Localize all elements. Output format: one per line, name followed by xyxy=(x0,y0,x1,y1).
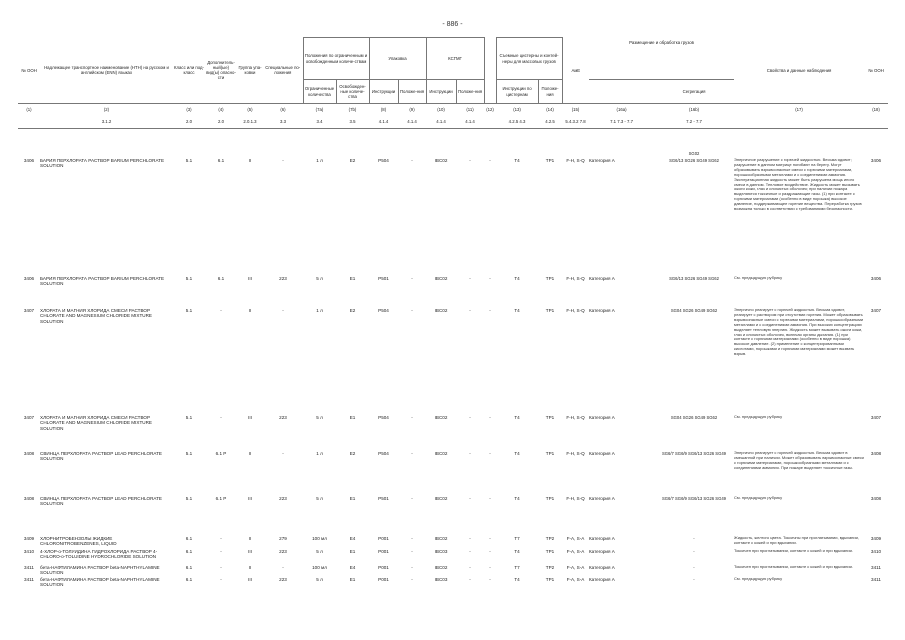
section-reference xyxy=(18,116,40,129)
section-reference: 2.0 xyxy=(205,116,237,129)
un-right-cell: 3408 xyxy=(870,496,882,501)
packing-group-cell: III xyxy=(248,415,252,420)
header-un: № ООН xyxy=(18,38,40,104)
packing-provision-cell: - xyxy=(411,308,413,313)
ibc-provision-cell: - xyxy=(469,451,471,456)
column-number: (3) xyxy=(186,107,192,113)
un-right-cell: 3408 xyxy=(870,451,882,456)
col12-cell: - xyxy=(489,415,491,420)
special-provision-cell: - xyxy=(282,308,284,313)
excepted-quantity-cell: E1 xyxy=(349,496,356,501)
segregation-cell: SG6/13 SG26 SG49 SG62 xyxy=(669,276,719,281)
packing-provision-cell: - xyxy=(411,415,413,420)
packing-group-cell: III xyxy=(248,549,252,554)
section-reference: 4.1.4 xyxy=(369,116,398,129)
tank-instruction-cell: T7 xyxy=(514,536,520,541)
un-cell: 3408 xyxy=(23,496,35,501)
tank-provision-cell: TP2 xyxy=(545,565,555,570)
packing-provision-cell: - xyxy=(411,158,413,163)
stowage-cell: Категория A xyxy=(589,565,615,570)
excepted-quantity-cell: E2 xyxy=(349,308,356,313)
stowage-cell: Категория A xyxy=(589,451,615,456)
un-right-cell: 3406 xyxy=(870,158,882,163)
ibc-provision-cell: - xyxy=(469,536,471,541)
header-stowage: Размещение и обработка грузов xyxy=(589,38,734,80)
packing-provision-cell: - xyxy=(411,451,413,456)
col12-cell: - xyxy=(489,308,491,313)
ems-cell: F-A, S-A xyxy=(566,549,585,554)
tank-provision-cell: TP1 xyxy=(545,549,555,554)
ibc-instruction-cell: IBC02 xyxy=(434,415,448,420)
tank-instruction-cell: T7 xyxy=(514,565,520,570)
ems-cell: F-A, S-A xyxy=(566,536,585,541)
ems-cell: F-H, S-Q xyxy=(566,496,585,501)
tank-provision-cell: TP1 xyxy=(545,451,555,456)
un-cell: 3407 xyxy=(23,415,35,420)
section-reference: 3.3 xyxy=(263,116,303,129)
column-number: (6) xyxy=(280,107,286,113)
stowage-cell: Категория A xyxy=(589,496,615,501)
packing-group-cell: II xyxy=(248,308,252,313)
special-provision-cell: 223 xyxy=(279,276,287,281)
ibc-instruction-cell: IBC02 xyxy=(434,451,448,456)
class-cell: 5.1 xyxy=(185,451,193,456)
header-segregation: Сегрегация xyxy=(654,80,734,104)
limited-quantity-cell: 5 л xyxy=(316,549,323,554)
header-tank-sp: Положе-ния xyxy=(538,80,562,104)
class-cell: 6.1 xyxy=(185,549,193,554)
header-tanks: Съемные цистерны и контей-неры для массовых грузов xyxy=(496,38,562,80)
packing-provision-cell: - xyxy=(411,549,413,554)
section-reference: 5.4.3.2 7.8 xyxy=(562,116,589,129)
packing-instruction-cell: P001 xyxy=(378,565,389,570)
name-cell: БАРИЯ ПЕРХЛОРАТА РАСТВОР BARIUM PERCHLORATE SOLUTION xyxy=(40,276,165,287)
section-reference xyxy=(484,116,496,129)
properties-cell: Энергично реагирует с горючей жидкостью. Весьма ядовит в смешанной при наличии. Может образовывать взрывоопасные смеси с горючими материалами, порошкообразными металлами и с соединениями аммония. При пожаре выделяет токсичные газы. xyxy=(734,450,864,470)
ibc-provision-cell: - xyxy=(469,577,471,582)
section-reference: 3.1.2 xyxy=(40,116,173,129)
subrisk-cell: - xyxy=(220,577,222,582)
packing-instruction-cell: P504 xyxy=(378,451,389,456)
un-cell: 3407 xyxy=(23,308,35,313)
properties-cell: См. предыдущую рубрику xyxy=(734,576,783,581)
limited-quantity-cell: 5 л xyxy=(316,496,323,501)
col12-cell: - xyxy=(489,451,491,456)
header-packing-group: Группа упа-ковки xyxy=(237,38,263,104)
subrisk-cell: 6.1 xyxy=(217,158,225,163)
un-cell: 3411 xyxy=(24,565,34,570)
special-provision-cell: 223 xyxy=(279,415,287,420)
ems-cell: F-A, S-A xyxy=(566,577,585,582)
un-cell: 3410 xyxy=(23,549,35,554)
ibc-instruction-cell: IBC02 xyxy=(434,158,448,163)
properties-cell: Энергичное разрушение с горючей жидкостью. Весьма ядовит; разрушение в данном матрице погибают на берегу. Могут образовывать взрывоопасные смеси с горючими материалами, порошкообразными металлами и с соединениями аммония. Эксплуатационная жидкость может быть разрушена мощь иного смеси в данном. Тепловое воздействие. Жидкость может вызывать ожоги кожи, глаз и слизистых оболочек; при наличии пожара выделяются токсичные и раздражающие газы. (1) при контакте с горючими материалами (особенно в виде порошка) высокое давление, поддерживающее горение вещества. Переработка грузов возможна только в соответствии с требованиями безопасности. xyxy=(734,157,862,212)
ems-cell: F-H, S-Q xyxy=(566,158,585,163)
header-ems: АмЕ xyxy=(562,38,589,104)
segregation-cell: SG6/13 SG26 SG49 SG62 xyxy=(669,158,719,163)
tank-provision-cell: TP1 xyxy=(545,276,555,281)
segregation-cell: - xyxy=(693,577,695,582)
class-cell: 6.1 xyxy=(185,577,193,582)
tank-instruction-cell: T4 xyxy=(514,276,520,281)
class-cell: 6.1 xyxy=(185,536,193,541)
packing-provision-cell: - xyxy=(411,577,413,582)
ibc-instruction-cell: IBC02 xyxy=(434,565,448,570)
stowage-cell: Категория A xyxy=(589,577,615,582)
packing-instruction-cell: P501 xyxy=(378,276,389,281)
col12-cell: - xyxy=(489,565,491,570)
properties-cell: См. предыдущую рубрику xyxy=(734,414,783,419)
section-reference xyxy=(864,116,888,129)
excepted-quantity-cell: E4 xyxy=(349,536,356,541)
tank-provision-cell: TP1 xyxy=(545,496,555,501)
tank-instruction-cell: T4 xyxy=(514,451,520,456)
header-name: Надлежащее транспортное наименование (НТН) на русском и английском (ENN) языках xyxy=(40,38,173,104)
column-number: (2) xyxy=(103,107,110,113)
ems-cell: F-A, S-A xyxy=(566,565,585,570)
un-cell: 3406 xyxy=(23,276,35,281)
properties-cell: Жидкость, желтого цвета. Токсичны при проглатывании, вдыхании, контакте с кожей и при вдыхании. xyxy=(734,535,859,545)
properties-cell: См. предыдущую рубрику xyxy=(734,275,783,280)
header-special-provisions: Специальные по-ложения xyxy=(263,38,303,104)
page-number: - 886 - xyxy=(442,21,463,28)
packing-group-cell: II xyxy=(248,536,252,541)
subrisk-cell: 6.1 xyxy=(217,276,225,281)
segregation-cell: SG6/7 SG6/9 SG6/13 SG26 SG49 xyxy=(661,496,726,501)
class-cell: 5.1 xyxy=(185,496,193,501)
ibc-provision-cell: - xyxy=(469,496,471,501)
segregation-cell: SG04 SG26 SG49 SG62 xyxy=(670,308,718,313)
packing-group-cell: III xyxy=(248,577,252,582)
un-cell: 3408 xyxy=(23,451,35,456)
packing-instruction-cell: P504 xyxy=(378,308,389,313)
column-number: (18) xyxy=(872,107,880,113)
packing-group-cell: II xyxy=(248,158,252,163)
header-limited-group: Положения по ограниченным и освобожденным количе-ствам xyxy=(303,38,369,80)
section-reference: 4.1.4 xyxy=(456,116,484,129)
packing-group-cell: II xyxy=(248,565,252,570)
column-number: (14) xyxy=(546,107,554,113)
packing-instruction-cell: P504 xyxy=(378,415,389,420)
header-packing-instr: Инструкции xyxy=(369,80,398,104)
properties-cell: Энергично реагирует с горючей жидкостью. Весьма ядовит, реагирует с раствором при отсутствии горения. Может образовывать взрывоопасные смеси с горючими материалами, порошкообразными металлами и с соединениями аммония. При высоких концентрациях выделяет тепловую энергию. Жидкость может вызывать ожоги кожи, глаз и слизистых оболочек, включая органы дыхания. (1) при контакте с горючими материалами (особенно в виде порошка) высокое давление. (2) применение с концентрированными кислотами, порошками и горючими материалами может вызвать взрыв. xyxy=(734,307,864,357)
tank-provision-cell: TP1 xyxy=(545,415,555,420)
stowage-cell: Категория A xyxy=(589,536,615,541)
subrisk-cell: 6.1 P xyxy=(215,451,227,456)
special-provision-cell: - xyxy=(282,565,284,570)
stowage-cell: Категория A xyxy=(589,308,615,313)
header-excepted: Освобожден-ные количе-ства xyxy=(336,80,369,104)
column-number-row xyxy=(18,104,888,117)
section-reference: 4.1.4 xyxy=(398,116,426,129)
column-number: (12) xyxy=(486,107,494,113)
class-cell: 5.1 xyxy=(185,158,193,163)
un-right-cell: 3409 xyxy=(870,536,882,541)
ibc-instruction-cell: IBC02 xyxy=(434,276,448,281)
un-right-cell: 3406 xyxy=(870,276,882,281)
special-provision-cell: - xyxy=(282,158,284,163)
section-reference xyxy=(734,116,864,129)
packing-instruction-cell: P501 xyxy=(378,496,389,501)
excepted-quantity-cell: E1 xyxy=(349,415,356,420)
packing-provision-cell: - xyxy=(411,536,413,541)
ibc-provision-cell: - xyxy=(469,276,471,281)
segregation-cell: - xyxy=(693,549,695,554)
tank-provision-cell: TP1 xyxy=(545,158,555,163)
subrisk-cell: - xyxy=(220,565,222,570)
packing-instruction-cell: P001 xyxy=(378,536,389,541)
ems-cell: F-H, S-Q xyxy=(566,415,585,420)
excepted-quantity-cell: E1 xyxy=(349,549,356,554)
special-provision-cell: 223 xyxy=(279,577,287,582)
section-reference: 2.0 xyxy=(173,116,205,129)
packing-provision-cell: - xyxy=(411,565,413,570)
un-right-cell: 3411 xyxy=(871,565,881,570)
column-number: (5) xyxy=(247,107,253,113)
name-cell: ХЛОРНИТРОБЕНЗОЛЫ ЖИДКИЕ CHLORONITROBENZENES, LIQUID xyxy=(40,536,117,547)
section-reference: 7.2 - 7.7 xyxy=(654,116,734,129)
column-number: (9) xyxy=(409,107,415,113)
un-cell: 3406 xyxy=(23,158,35,163)
header-packing-sp: Положе-ния xyxy=(398,80,426,104)
section-reference: 4.2.5 4.3 xyxy=(496,116,538,129)
ibc-provision-cell: - xyxy=(469,565,471,570)
header-class: Класс или под-класс xyxy=(173,38,205,104)
packing-provision-cell: - xyxy=(411,496,413,501)
tank-instruction-cell: T4 xyxy=(514,549,520,554)
name-cell: 4-ХЛОР-о-ТОЛУИДИНА ГИДРОХЛОРИДА РАСТВОР 4-CHLORO-o-TOLUIDINE HYDROCHLORIDE SOLUTION xyxy=(40,549,158,560)
packing-provision-cell: - xyxy=(411,276,413,281)
ibc-instruction-cell: IBC03 xyxy=(434,549,448,554)
col12-cell: - xyxy=(489,577,491,582)
header-subrisk: Дополнитель-ный(ые) вид(ы) опасно-сти xyxy=(205,38,237,104)
column-header-table xyxy=(18,37,888,129)
limited-quantity-cell: 1 л xyxy=(316,158,323,163)
stowage-cell: Категория A xyxy=(589,549,615,554)
column-number: (7a) xyxy=(315,107,324,113)
stowage-cell: Категория A xyxy=(589,158,615,163)
tank-provision-cell: TP1 xyxy=(545,577,555,582)
name-cell: БАРИЯ ПЕРХЛОРАТА РАСТВОР BARIUM PERCHLORATE SOLUTION xyxy=(40,158,165,169)
ibc-provision-cell: - xyxy=(469,308,471,313)
ibc-instruction-cell: IBC02 xyxy=(434,536,448,541)
column-number: (10) xyxy=(437,107,445,113)
name-cell: ХЛОРАТА И МАГНИЯ ХЛОРИДА СМЕСИ РАСТВОР CHLORATE AND MAGNESIUM CHLORIDE MIXTURE SOLUTION xyxy=(40,415,152,431)
col12-cell: - xyxy=(489,158,491,163)
properties-cell: См. предыдущую рубрику xyxy=(734,495,783,500)
header-packing: Упаковка xyxy=(369,38,426,80)
name-cell: ХЛОРАТА И МАГНИЯ ХЛОРИДА СМЕСИ РАСТВОР CHLORATE AND MAGNESIUM CHLORIDE MIXTURE SOLUTION xyxy=(40,308,152,324)
limited-quantity-cell: 100 мл xyxy=(312,536,327,541)
tank-provision-cell: TP2 xyxy=(545,536,555,541)
header-un-right: № ООН xyxy=(864,38,888,104)
excepted-quantity-cell: E2 xyxy=(349,158,356,163)
special-provision-cell: 223 xyxy=(279,549,287,554)
tank-instruction-cell: T4 xyxy=(514,158,520,163)
properties-cell: Токсичен при проглатывании, контакте с кожей и при вдыхании. xyxy=(734,564,853,569)
ibc-provision-cell: - xyxy=(469,415,471,420)
subrisk-cell: - xyxy=(220,415,222,420)
packing-instruction-cell: P001 xyxy=(378,549,389,554)
tank-instruction-cell: T4 xyxy=(514,415,520,420)
column-number: (1) xyxy=(26,107,32,113)
un-right-cell: 3407 xyxy=(870,415,882,420)
segregation-cell: SG6/7 SG6/9 SG6/13 SG26 SG49 xyxy=(661,451,726,456)
header-properties: Свойства и данные наблюдения xyxy=(734,38,864,104)
section-reference: 3.4 xyxy=(303,116,336,129)
section-reference: 7.1 7.3 - 7.7 xyxy=(589,116,654,129)
special-provision-cell: 279 xyxy=(279,536,287,541)
limited-quantity-cell: 100 мл xyxy=(312,565,327,570)
column-number: (16a) xyxy=(616,107,627,113)
column-number: (16b) xyxy=(689,107,700,113)
segregation-cell: SG02 xyxy=(688,151,700,156)
tank-instruction-cell: T4 xyxy=(514,496,520,501)
column-number: (7b) xyxy=(348,107,357,113)
header-ibc-sp: Положе-ния xyxy=(456,80,484,104)
un-right-cell: 3407 xyxy=(870,308,882,313)
name-cell: СВИНЦА ПЕРХЛОРАТА РАСТВОР LEAD PERCHLORATE SOLUTION xyxy=(40,496,162,507)
name-cell: СВИНЦА ПЕРХЛОРАТА РАСТВОР LEAD PERCHLORATE SOLUTION xyxy=(40,451,162,462)
packing-group-cell: II xyxy=(248,451,252,456)
subrisk-cell: 6.1 P xyxy=(215,496,227,501)
special-provision-cell: - xyxy=(282,451,284,456)
column-number: (15) xyxy=(571,107,580,113)
column-number: (17) xyxy=(795,107,803,113)
column-number: (8) xyxy=(380,107,387,113)
packing-group-cell: III xyxy=(248,496,252,501)
excepted-quantity-cell: E1 xyxy=(349,276,356,281)
ibc-provision-cell: - xyxy=(469,549,471,554)
ibc-instruction-cell: IBC03 xyxy=(434,577,448,582)
header-ibc: КСГМГ xyxy=(426,38,484,80)
subrisk-cell: - xyxy=(220,536,222,541)
excepted-quantity-cell: E4 xyxy=(349,565,356,570)
tank-provision-cell: TP1 xyxy=(545,308,555,313)
name-cell: бета-НАФТИЛАМИНА РАСТВОР beta-NAPHTHYLAMINE SOLUTION xyxy=(40,565,160,576)
ems-cell: F-H, S-Q xyxy=(566,276,585,281)
limited-quantity-cell: 5 л xyxy=(316,577,323,582)
column-number: (4) xyxy=(218,107,224,113)
name-cell: бета-НАФТИЛАМИНА РАСТВОР beta-NAPHTHYLAMINE SOLUTION xyxy=(40,577,160,588)
packing-instruction-cell: P001 xyxy=(378,577,389,582)
section-reference: 3.5 xyxy=(336,116,369,129)
segregation-cell: SG04 SG26 SG49 SG62 xyxy=(670,415,718,420)
class-cell: 6.1 xyxy=(185,565,193,570)
subrisk-cell: - xyxy=(220,549,222,554)
column-number: (11) xyxy=(466,107,474,113)
column-number: (13) xyxy=(513,107,521,113)
stowage-cell: Категория A xyxy=(589,415,615,420)
tank-instruction-cell: T4 xyxy=(514,577,520,582)
un-cell: 3409 xyxy=(23,536,35,541)
col12-cell: - xyxy=(489,536,491,541)
excepted-quantity-cell: E2 xyxy=(349,451,356,456)
ems-cell: F-H, S-Q xyxy=(566,308,585,313)
section-reference: 2.0.1.3 xyxy=(237,116,263,129)
properties-cell: Токсичен при проглатывании, контакте с кожей и при вдыхании. xyxy=(734,548,853,553)
limited-quantity-cell: 5 л xyxy=(316,276,323,281)
segregation-cell: - xyxy=(693,536,695,541)
section-reference: 4.2.5 xyxy=(538,116,562,129)
subrisk-cell: - xyxy=(220,308,222,313)
col12-cell: - xyxy=(489,496,491,501)
header-tank-instr: Инструкции по цистернам xyxy=(496,80,538,104)
section-reference-row xyxy=(18,116,888,129)
col12-cell: - xyxy=(489,549,491,554)
col12-cell: - xyxy=(489,276,491,281)
class-cell: 5.1 xyxy=(185,276,193,281)
ibc-provision-cell: - xyxy=(469,158,471,163)
section-reference: 4.1.4 xyxy=(426,116,456,129)
packing-group-cell: III xyxy=(248,276,252,281)
special-provision-cell: 223 xyxy=(279,496,287,501)
limited-quantity-cell: 1 л xyxy=(316,308,323,313)
ibc-instruction-cell: IBC02 xyxy=(434,496,448,501)
ems-cell: F-H, S-Q xyxy=(566,451,585,456)
segregation-cell: - xyxy=(693,565,695,570)
un-right-cell: 3410 xyxy=(870,549,882,554)
un-right-cell: 3411 xyxy=(871,577,881,582)
packing-instruction-cell: P504 xyxy=(378,158,389,163)
tank-instruction-cell: T4 xyxy=(514,308,520,313)
limited-quantity-cell: 5 л xyxy=(316,415,323,420)
limited-quantity-cell: 1 л xyxy=(316,451,323,456)
class-cell: 5.1 xyxy=(185,308,193,313)
header-limited: Ограниченные количества xyxy=(303,80,336,104)
header-ibc-instr: Инструкции xyxy=(426,80,456,104)
excepted-quantity-cell: E1 xyxy=(349,577,356,582)
un-cell: 3411 xyxy=(24,577,34,582)
ibc-instruction-cell: IBC02 xyxy=(434,308,448,313)
stowage-cell: Категория A xyxy=(589,276,615,281)
class-cell: 5.1 xyxy=(185,415,193,420)
